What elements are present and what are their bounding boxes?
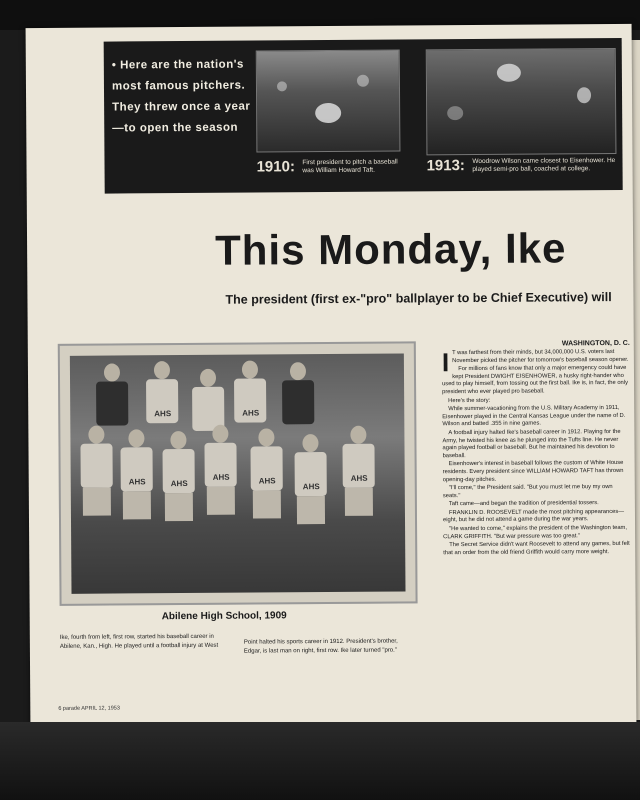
player: AHS: [116, 429, 157, 519]
wilson-caption-text: Woodrow Wilson came closest to Eisenhower. He played semi-pro ball, coached at college.: [472, 156, 616, 173]
dateline: WASHINGTON, D. C.: [561, 339, 630, 348]
article-paragraph: For millions of fans know that only a major emergency could have kept President DWIGHT EISENHOWER, a husky right-hander who used to play himself, from tossing out the first ball. Ike is, in fact, the only president who ever played pro baseball.: [442, 365, 629, 396]
article-paragraph: Eisenhower's interest in baseball follows the custom of White House residents. Every president since WILLIAM HOWARD TAFT has thrown opening-day pitches.: [442, 460, 624, 483]
banner-intro: • Here are the nation's most famous pitchers. They threw once a year —to open the season: [111, 58, 251, 135]
article-paragraph: A football injury halted Ike's baseball career in 1912. Playing for the Army, he twisted his knee as he plunged into the Tufts line. He never again played football or baseball. But he maintained his devotion to baseball.: [442, 428, 621, 459]
article-paragraph: FRANKLIN D. ROOSEVELT made the most pitching appearances—eight, but he did not attend a game during the war years.: [442, 508, 625, 524]
wilson-year: 1913:: [426, 157, 465, 175]
pitchers-banner: [104, 38, 623, 194]
page-footer: 6 parade APRIL 12, 1953: [58, 705, 120, 712]
article-column: [442, 340, 632, 559]
player: AHS: [246, 428, 287, 518]
taft-caption-text: First president to pitch a baseball was William Howard Taft.: [302, 158, 398, 174]
team-photo-caption: Abilene High School, 1909: [161, 610, 287, 623]
shelf-surface: [0, 722, 640, 800]
taft-photo: [256, 50, 401, 153]
wilson-photo: [426, 48, 617, 155]
player: AHS: [142, 361, 183, 451]
headline: This Monday, Ike: [214, 224, 567, 274]
photo-text-left: Ike, fourth from left, first row, started his baseball career in Abilene, Kan., High. He played until a football injury at West: [59, 633, 219, 650]
article-paragraph: The Secret Service didn't want Roosevelt to attend any games, but felt that an order from the old friend Griffith would carry more weight.: [443, 541, 630, 557]
player: [76, 425, 117, 515]
wilson-caption: [426, 156, 622, 175]
taft-year: 1910:: [256, 158, 295, 176]
player: AHS: [158, 431, 199, 521]
subhead: The president (first ex-"pro" ballplayer to be Chief Executive) will: [225, 290, 612, 307]
team-photo-frame: [58, 341, 418, 605]
player: AHS: [230, 360, 271, 450]
player-edgar: AHS: [338, 426, 379, 516]
player-ike: AHS: [200, 425, 241, 515]
taft-caption: [256, 157, 406, 176]
article-paragraph: Here's the story:: [448, 397, 491, 404]
photo-text-right: Point halted his sports career in 1912. President's brother, Edgar, is last man on right, first row. Ike later turned "pro.": [243, 638, 398, 655]
article-paragraph: T was farthest from their minds, but 34,000,000 U.S. voters last November picked the pitcher for tomorrow's baseball season opener.: [452, 349, 629, 364]
team-photo: [70, 353, 406, 593]
player: AHS: [290, 434, 331, 524]
magazine-page: [26, 24, 637, 728]
drop-cap: I: [441, 347, 450, 378]
article-paragraph: Taft came—and began the tradition of presidential tossers.: [448, 500, 599, 508]
article-paragraph: "He wanted to come," explains the president of the Washington team, CLARK GRIFFITH. "But war pressure was too great.": [443, 525, 627, 540]
article-paragraph: "I'll come," the President said. "But you must let me buy my own seats.": [442, 484, 613, 499]
article-paragraph: While summer-vacationing from the U.S. Military Academy in 1911, Eisenhower played in the Central Kansas League under the name of D. Wilson and batted .355 in nine games.: [442, 405, 626, 428]
